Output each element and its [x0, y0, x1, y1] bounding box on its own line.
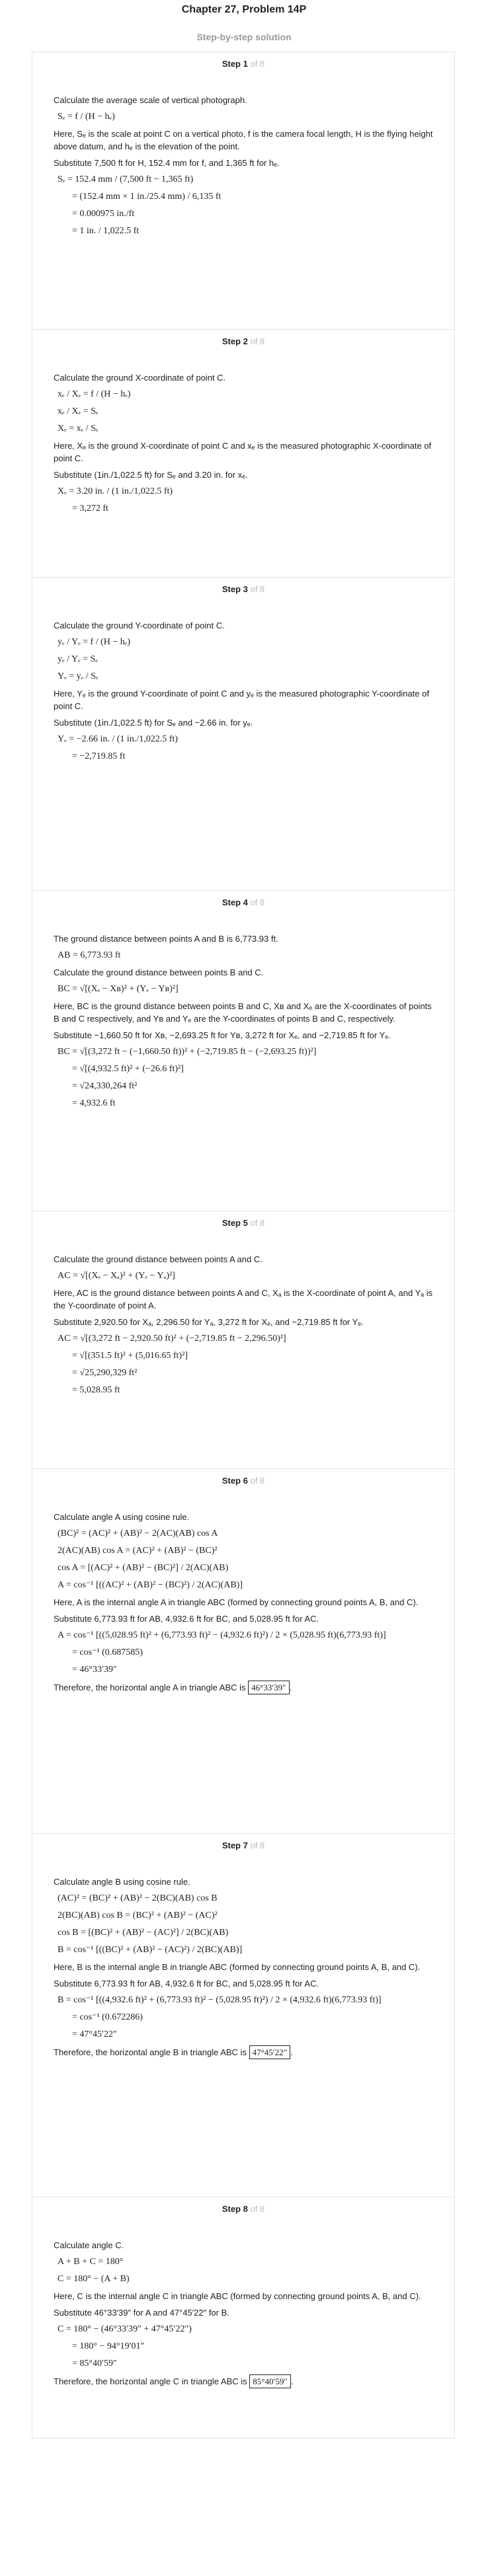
equation: AC = √[(Xₑ − Xₐ)² + (Yₑ − Yₐ)²]: [58, 1271, 175, 1281]
calculation: = 4,932.6 ft: [72, 1098, 116, 1108]
step-description: Here, BC is the ground distance between points B and C, Xʙ and Xₑ are the X-coordinates of points B and C respectively, and Yʙ and Yₑ are the Y-coordinates of points B and C, respectively.: [54, 1001, 432, 1024]
page-title: Chapter 27, Problem 14P: [181, 4, 307, 15]
calculation: B = cos⁻¹ [((4,932.6 ft)² + (6,773.93 ft)² − (5,028.95 ft)²) / 2 × (4,932.6 ft)(6,773.93 ft)]: [58, 1995, 382, 2005]
substitution: Substitute −1,660.50 ft for Xʙ, −2,693.25 ft for Yʙ, 3,272 ft for Xₑ, and −2,719.85 ft for Yₑ.: [54, 1030, 391, 1040]
equation: cos A = [(AC)² + (AB)² − (BC)²] / 2(AC)(AB): [58, 1563, 229, 1573]
calculation: Sₑ = 152.4 mm / (7,500 ft − 1,365 ft): [58, 174, 194, 184]
calculation: = 0.000975 in./ft: [72, 209, 135, 219]
step-header: Step 7 of 8: [222, 1840, 265, 1850]
equation: (BC)² = (AC)² + (AB)² − 2(AC)(AB) cos A: [58, 1529, 218, 1538]
calculation: = 3,272 ft: [72, 504, 108, 513]
step-intro: Calculate angle C.: [54, 2240, 124, 2250]
substitution: Substitute (1in./1,022.5 ft) for Sₑ and −2.66 in. for yₑ.: [54, 718, 253, 728]
equation: (AC)² = (BC)² + (AB)² − 2(BC)(AB) cos B: [58, 1893, 218, 1903]
step-4: [32, 891, 455, 1211]
equation: cos B = [(BC)² + (AB)² − (AC)²] / 2(BC)(AB): [58, 1928, 229, 1938]
substitution: Substitute 6,773.93 ft for AB, 4,932.6 ft for BC, and 5,028.95 ft for AC.: [54, 1614, 319, 1624]
step-6: [32, 1469, 455, 1834]
equation: A = cos⁻¹ [((AC)² + (AB)² − (BC)²) / 2(AC)(AB)]: [58, 1580, 243, 1590]
calculation: A = cos⁻¹ [((5,028.95 ft)² + (6,773.93 ft)² − (4,932.6 ft)²) / 2 × (5,028.95 ft)(6,773.93 ft)]: [58, 1630, 386, 1640]
step-description: Here, C is the internal angle C in triangle ABC (formed by connecting ground points A, B, and C).: [54, 2291, 421, 2301]
equation: 2(BC)(AB) cos B = (BC)² + (AB)² − (AC)²: [58, 1911, 218, 1920]
equation: Sₑ = f / (H − hₑ): [58, 112, 115, 122]
calculation: = cos⁻¹ (0.687585): [72, 1648, 143, 1657]
equation: xₑ / Xₑ = Sₑ: [58, 406, 99, 416]
step-1: [32, 52, 455, 330]
page-header: [0, 0, 488, 42]
calculation: Xₑ = 3.20 in. / (1 in./1,022.5 ft): [58, 486, 173, 496]
step-header: Step 8 of 8: [222, 2204, 265, 2214]
step-header: Step 6 of 8: [222, 1476, 265, 1486]
calculation: AC = √[(3,272 ft − 2,920.50 ft)² + (−2,719.85 ft − 2,296.50)²]: [58, 1334, 286, 1344]
steps-list: [32, 52, 455, 2439]
equation: 2(AC)(AB) cos A = (AC)² + (AB)² − (BC)²: [58, 1546, 218, 1556]
calculation: = (152.4 mm × 1 in./25.4 mm) / 6,135 ft: [72, 192, 222, 202]
calculation: = 180° − 94°19′01″: [72, 2341, 145, 2351]
step-description: Here, Sₑ is the scale at point C on a vertical photo, f is the camera focal length, H is the flying height above datum, and hₑ is the elevation of the point.: [54, 129, 433, 151]
equation: xₑ / Xₑ = f / (H − hₑ): [58, 389, 131, 399]
calculation: = √[(4,932.5 ft)² + (−26.6 ft)²]: [72, 1064, 184, 1074]
result-line: Therefore, the horizontal angle A in triangle ABC is 46°33′39″ .: [54, 1681, 433, 1694]
result-box: 46°33′39″: [248, 1681, 289, 1694]
result-box: 47°45′22″: [249, 2045, 290, 2059]
equation: A + B + C = 180°: [58, 2257, 124, 2267]
calculation: = √24,330,264 ft²: [72, 1081, 138, 1091]
equation: BC = √[(Xₑ − Xʙ)² + (Yₑ − Yʙ)²]: [58, 984, 179, 994]
step-header: Step 2 of 8: [222, 336, 265, 346]
substitution: Substitute 6,773.93 ft for AB, 4,932.6 ft for BC, and 5,028.95 ft for AC.: [54, 1979, 319, 1989]
substitution: Substitute 7,500 ft for H, 152.4 mm for f, and 1,365 ft for hₑ.: [54, 158, 280, 168]
calculation: C = 180° − (46°33′39″ + 47°45′22″): [58, 2324, 192, 2334]
step-7: [32, 1834, 455, 2197]
substitution: Substitute 46°33′39″ for A and 47°45′22″ for B.: [54, 2308, 229, 2318]
step-intro: Calculate angle A using cosine rule.: [54, 1512, 190, 1522]
step-description: Here, B is the internal angle B in triangle ABC (formed by connecting ground points A, B, and C).: [54, 1962, 421, 1972]
step-5: [32, 1211, 455, 1469]
equation: C = 180° − (A + B): [58, 2274, 130, 2284]
calculation: = 1 in. / 1,022.5 ft: [72, 226, 140, 236]
equation: Yₑ = yₑ / Sₑ: [58, 671, 99, 681]
equation: yₑ / Yₑ = f / (H − hₑ): [58, 637, 131, 647]
step-intro: Calculate the average scale of vertical photograph.: [54, 95, 247, 105]
calculation: = √25,290,329 ft²: [72, 1368, 138, 1378]
substitution: Substitute (1in./1,022.5 ft) for Sₑ and 3.20 in. for xₑ.: [54, 470, 248, 480]
step-description: Here, AC is the ground distance between points A and C, Xₐ is the X-coordinate of point A, and Yₐ is the Y-coordinate of point A.: [54, 1288, 433, 1310]
calculation: = 5,028.95 ft: [72, 1385, 120, 1395]
page-subtitle: Step-by-step solution: [196, 32, 292, 42]
equation: yₑ / Yₑ = Sₑ: [58, 654, 98, 664]
step-intro: Calculate the ground Y-coordinate of point C.: [54, 621, 225, 630]
step-description: Here, Xₑ is the ground X-coordinate of point C and xₑ is the measured photographic X-coordinate of point C.: [54, 441, 432, 463]
substitution: Substitute 2,920.50 for Xₐ, 2,296.50 for Yₐ, 3,272 ft for Xₑ, and −2,719.85 ft for Yₑ.: [54, 1317, 364, 1327]
calculation: = 85°40′59″: [72, 2359, 117, 2368]
step-description: Here, Yₑ is the ground Y-coordinate of point C and yₑ is the measured photographic Y-coordinate of point C.: [54, 689, 430, 711]
step-2: [32, 330, 455, 578]
step-intro: Calculate the ground distance between points A and C.: [54, 1254, 263, 1264]
step-intro: The ground distance between points A and B is 6,773.93 ft.: [54, 934, 278, 944]
calculation: = 46°33′39″: [72, 1665, 117, 1675]
step-intro: Calculate angle B using cosine rule.: [54, 1877, 190, 1887]
calculation: BC = √[(3,272 ft − (−1,660.50 ft))² + (−2,719.85 ft − (−2,693.25 ft))²]: [58, 1047, 317, 1057]
step-intro-2: Calculate the ground distance between points B and C.: [54, 967, 264, 977]
step-header: Step 1 of 8: [222, 59, 265, 69]
calculation: = √[(351.5 ft)² + (5,016.65 ft)²]: [72, 1351, 188, 1361]
step-3: [32, 578, 455, 891]
step-description: Here, A is the internal angle A in triangle ABC (formed by connecting ground points A, B, and C).: [54, 1597, 419, 1607]
step-header: Step 3 of 8: [222, 584, 265, 594]
result-box: 85°40′59″: [249, 2374, 290, 2388]
given-value: AB = 6,773.93 ft: [58, 950, 121, 960]
result-line: Therefore, the horizontal angle C in triangle ABC is 85°40′59″ .: [54, 2374, 433, 2388]
equation: B = cos⁻¹ [((BC)² + (AB)² − (AC)²) / 2(BC)(AB)]: [58, 1945, 243, 1955]
calculation: = −2,719.85 ft: [72, 751, 126, 761]
calculation: = 47°45′22″: [72, 2029, 117, 2039]
step-header: Step 4 of 8: [222, 897, 265, 907]
step-intro: Calculate the ground X-coordinate of point C.: [54, 373, 226, 383]
result-line: Therefore, the horizontal angle B in triangle ABC is 47°45′22″ .: [54, 2045, 433, 2059]
step-8: [32, 2197, 455, 2439]
calculation: Yₑ = −2.66 in. / (1 in./1,022.5 ft): [58, 734, 178, 744]
equation: Xₑ = xₑ / Sₑ: [58, 424, 99, 434]
calculation: = cos⁻¹ (0.672286): [72, 2012, 143, 2022]
step-header: Step 5 of 8: [222, 1218, 265, 1228]
